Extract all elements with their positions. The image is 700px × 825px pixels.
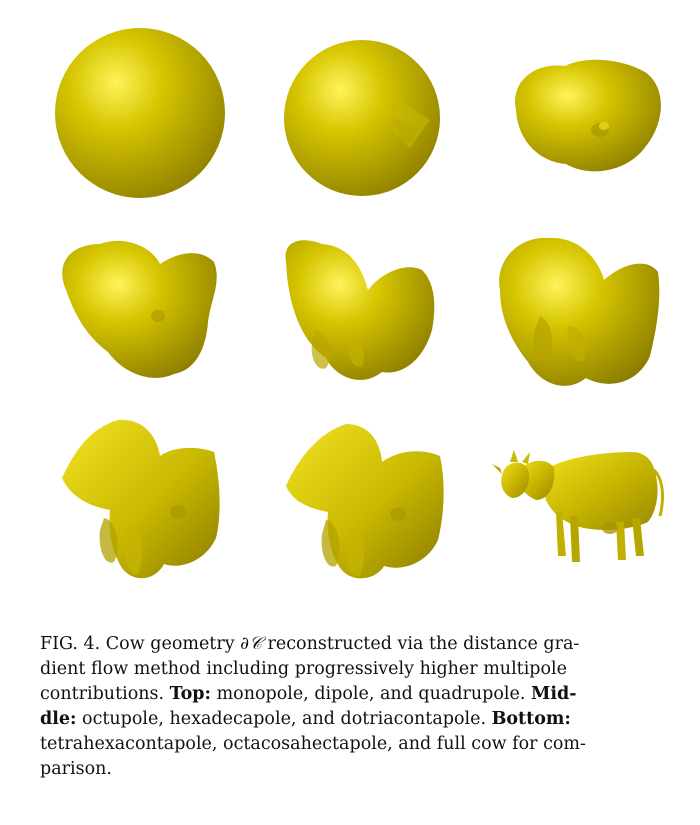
caption-text: parison. [40,759,112,779]
caption-bold-text: Mid- [530,684,577,704]
panel-hexadecapole [285,240,434,380]
caption-text: monopole, dipole, and quadrupole. [211,684,531,704]
caption-bold-text: dle: [40,709,77,729]
panel-dotriacontapole [499,238,659,386]
panel-full-cow [492,450,662,562]
caption-bold-text: Bottom: [491,709,571,729]
caption-line [40,682,660,707]
caption-line [40,757,660,782]
caption-bold-text: Top: [169,684,212,704]
panel-dipole [284,40,440,196]
figure-caption [40,632,660,782]
panel-monopole [55,28,225,198]
caption-text: dient flow method including progressively higher multipole [40,659,567,679]
panel-tetrahexacontapole [62,420,220,578]
caption-line [40,657,660,682]
caption-text: FIG. 4. Cow geometry [40,634,241,654]
caption-math-symbol: ∂𝒞 [240,634,262,654]
panel-quadrupole [515,60,661,172]
caption-line [40,707,660,732]
caption-text: contributions. [40,684,170,704]
panel-octupole [62,241,216,378]
caption-text: tetrahexacontapole, octacosahectapole, and full cow for com- [40,734,586,754]
panel-octacosahectapole [286,424,444,578]
caption-text: octupole, hexadecapole, and dotriacontapole. [76,709,492,729]
caption-text: reconstructed via the distance gra- [261,634,580,654]
caption-line [40,732,660,757]
caption-line [40,632,660,657]
